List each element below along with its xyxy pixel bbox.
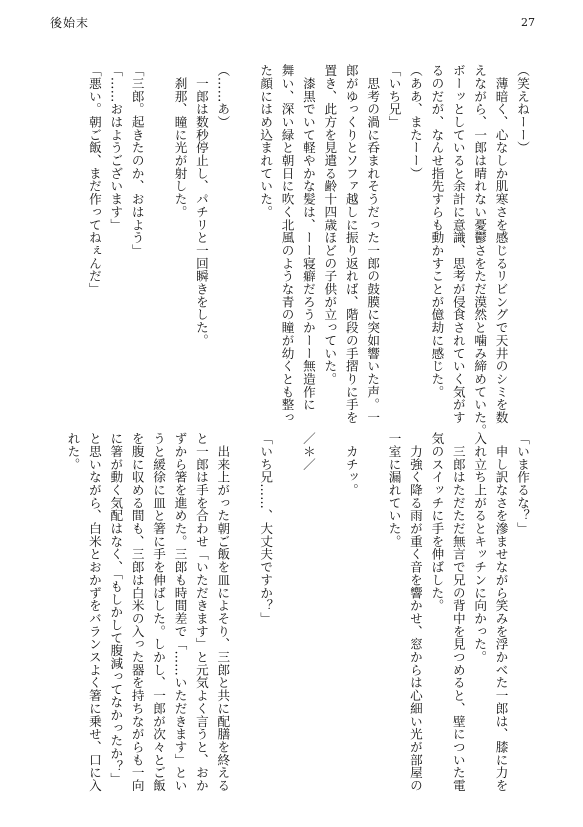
text-line: 一室に漏れていた。 [386, 432, 402, 548]
text-line: 思考の渦に呑まれそうだった一郎の鼓膜に突如響いた声。一 [365, 64, 381, 424]
text-line: カチッ。 [343, 432, 359, 497]
page-number: 27 [521, 16, 535, 29]
text-line: れた。 [65, 432, 81, 471]
text-line: た顔にはめ込まれていた。 [258, 64, 274, 219]
text-line: 郎がゆっくりとソファ越しに振り返れば、階段の手摺りに手を [343, 64, 359, 424]
text-line: 「いち兄」 [386, 64, 402, 129]
text-line: 漆黒でいて軽やかな髪は、ーー寝癖だろうかーー無造作に [300, 64, 316, 411]
text-line: 薄暗く、心なしか肌寒さを感じるリビングで天井のシミを数 [493, 64, 509, 424]
text-line: 申し訳なさを滲ませながら笑みを浮かべた一郎は、膝に力を [493, 432, 509, 792]
text-line: を腹に収める間も、三郎は白米の入った器を持ちながらも一向 [129, 432, 145, 792]
text-line: 刹那、瞳に光が射した。 [172, 64, 188, 219]
text-line: 「いま作るな？」 [515, 432, 530, 535]
text-line [233, 64, 254, 404]
text-line: ボーッとしていると余計に意識、思考が侵食されていく気がす [450, 64, 466, 424]
text-line [319, 432, 340, 784]
top-text-block [58, 64, 533, 437]
text-line: 「いち兄……、大丈夫ですか？」 [258, 432, 274, 625]
text-line: 置き、此方を見遣る齢十四歳ほどの子供が立っていた。 [322, 64, 338, 386]
text-line: るのだが、なんせ指先すらも動かすことが億劫に感じた。 [429, 64, 445, 399]
text-line: と一郎は手を合わせ「いただきます」と元気よく言うと、おか [193, 432, 209, 792]
text-line: ずから箸を進めた。三郎も時間差で「……いただきます」とい [172, 432, 188, 792]
text-line [148, 64, 169, 404]
text-line: 「悪い。朝ご飯、まだ作ってねぇんだ」 [86, 64, 102, 296]
text-line: 「三郎。起きたのか、おはよう」 [129, 64, 145, 257]
text-line [276, 432, 297, 784]
text-line: 気のスイッチに手を伸ばした。 [429, 432, 445, 612]
text-line: （ああ、またーー） [407, 64, 423, 180]
text-line [233, 432, 254, 784]
text-line: 舞い、深い緑と朝日に吹く北風のような青の瞳が幼くとも整っ [279, 64, 295, 424]
text-line: （……あ） [215, 64, 231, 129]
text-line: 三郎はただただ無言で兄の背中を見つめると、壁についた電 [450, 432, 466, 792]
text-line: 「……おはようございます」 [108, 64, 124, 232]
text-line: に箸が動く気配はなく、「もしかして腹減ってなかったか？」 [108, 432, 124, 786]
text-line: （笑えねーー） [515, 64, 530, 154]
text-line: 一郎は数秒停止し、パチリと一回瞬きをした。 [193, 64, 209, 347]
text-line [362, 432, 383, 784]
text-line: ／＊／ [300, 432, 316, 471]
text-line: うと緩徐に皿と箸に手を伸ばした。しかし、一郎が次々とご飯 [151, 432, 167, 792]
text-line: 出来上がった朝ご飯を皿によそり、三郎と共に配膳を終える [215, 432, 231, 792]
text-line: えながら、一郎は晴れない憂鬱さをただ漠然と噛み締めていた。 [472, 64, 488, 437]
running-head: 後始末 [50, 16, 90, 30]
text-line: と思いながら、白米とおかずをバランスよく箸に乗せ、口に入 [86, 432, 102, 792]
bottom-text-block [58, 432, 533, 792]
text-line: 力強く降る雨が重く音を響かせ、窓からは心細い光が部屋の [407, 432, 423, 792]
text-line: 入れ立ち上がるとキッチンに向かった。 [472, 432, 488, 664]
